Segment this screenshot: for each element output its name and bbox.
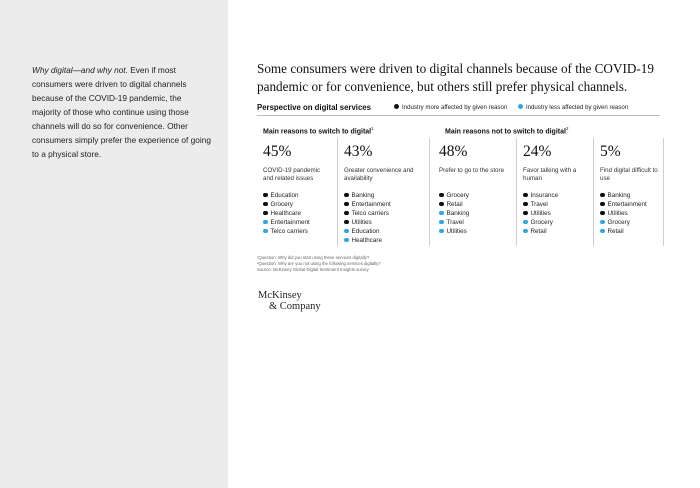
- industry-item: [344, 218, 429, 227]
- sidebar-panel: [0, 0, 228, 488]
- more-affected-dot: [600, 193, 605, 198]
- logo-line-2: & Company: [269, 301, 321, 312]
- industry-item: [263, 191, 329, 200]
- industry-item: [439, 200, 509, 209]
- reason-column: [516, 138, 593, 246]
- legend-item-less: [518, 104, 628, 111]
- reason-label: COVID-19 pandemic and related issues: [263, 167, 321, 183]
- industry-list: [263, 191, 329, 236]
- legend-dot-more: [394, 104, 399, 109]
- industry-item: [263, 227, 329, 236]
- section-title-switch-text: Main reasons to switch to digital: [263, 128, 372, 136]
- reason-label: Prefer to go to the store: [439, 167, 505, 174]
- less-affected-dot: [344, 238, 349, 243]
- industry-item: [344, 209, 429, 218]
- industry-name: Retail: [446, 201, 463, 208]
- industry-name: Grocery: [530, 219, 553, 226]
- reason-percent: 5%: [600, 143, 621, 160]
- more-affected-dot: [263, 193, 268, 198]
- industry-item: [523, 218, 593, 227]
- industry-item: [523, 191, 593, 200]
- less-affected-dot: [600, 220, 605, 225]
- industry-name: Healthcare: [351, 237, 382, 244]
- reason-percent: 24%: [523, 143, 552, 160]
- industry-name: Grocery: [270, 201, 293, 208]
- header-rule: [257, 115, 660, 116]
- industry-item: [344, 236, 429, 245]
- legend-label-less: Industry less affected by given reason: [525, 104, 629, 111]
- industry-name: Retail: [530, 228, 547, 235]
- section-title-not-switch: [445, 126, 568, 135]
- more-affected-dot: [344, 193, 349, 198]
- reason-label: Find digital difficult to use: [600, 167, 658, 183]
- more-affected-dot: [523, 202, 528, 207]
- industry-name: Banking: [607, 192, 631, 199]
- industry-item: [600, 200, 663, 209]
- reason-column: [263, 138, 329, 246]
- less-affected-dot: [523, 220, 528, 225]
- industry-item: [523, 227, 593, 236]
- industry-name: Utilities: [607, 210, 628, 217]
- industry-name: Entertainment: [351, 201, 391, 208]
- industry-name: Insurance: [530, 192, 559, 199]
- industry-item: [344, 200, 429, 209]
- footnotes: [257, 255, 381, 273]
- industry-item: [263, 209, 329, 218]
- less-affected-dot: [439, 220, 444, 225]
- section-title-not-switch-text: Main reasons not to switch to digital: [445, 128, 566, 136]
- industry-item: [344, 227, 429, 236]
- sidebar-body: Even if most consumers were driven to digital channels because of the COVID-19 pandemic, the majority of those who continue using those channels will do so for convenience. Other consumers simply prefer the experience of going to a physical store.: [32, 65, 211, 159]
- industry-name: Entertainment: [270, 219, 310, 226]
- industry-item: [344, 191, 429, 200]
- reason-label: Greater convenience and availability: [344, 167, 414, 183]
- more-affected-dot: [439, 202, 444, 207]
- industry-list: [523, 191, 593, 236]
- industry-name: Education: [270, 192, 299, 199]
- footnote-2: ²Question: Why are you not using the following services digitally?: [257, 261, 381, 266]
- industry-item: [263, 218, 329, 227]
- more-affected-dot: [600, 202, 605, 207]
- industry-name: Healthcare: [270, 210, 301, 217]
- industry-item: [600, 227, 663, 236]
- reason-percent: 43%: [344, 143, 373, 160]
- industry-name: Travel: [446, 219, 464, 226]
- industry-name: Banking: [351, 192, 375, 199]
- industry-name: Banking: [446, 210, 470, 217]
- footnote-1: ¹Question: Why did you start using these services digitally?: [257, 255, 370, 260]
- industry-item: [439, 227, 509, 236]
- more-affected-dot: [263, 211, 268, 216]
- footnote-source: Source: McKinsey Global Digital Sentiment Insights survey: [257, 267, 369, 272]
- more-affected-dot: [344, 211, 349, 216]
- legend-item-more: [394, 104, 507, 111]
- industry-name: Grocery: [607, 219, 630, 226]
- industry-name: Utilities: [530, 210, 551, 217]
- reason-percent: 45%: [263, 143, 292, 160]
- industry-name: Retail: [607, 228, 624, 235]
- industry-list: [600, 191, 663, 236]
- chart-title: Some consumers were driven to digital channels because of the COVID-19 pandemic or for convenience, but others still prefer physical channels.: [257, 61, 654, 94]
- section-note-switch: 1: [371, 126, 374, 131]
- industry-list: [439, 191, 509, 236]
- less-affected-dot: [523, 229, 528, 234]
- industry-name: Telco carriers: [351, 210, 389, 217]
- industry-name: Grocery: [446, 192, 469, 199]
- less-affected-dot: [600, 229, 605, 234]
- industry-name: Travel: [530, 201, 548, 208]
- industry-list: [344, 191, 429, 245]
- industry-item: [600, 209, 663, 218]
- industry-name: Utilities: [351, 219, 372, 226]
- less-affected-dot: [263, 229, 268, 234]
- logo-line-1: McKinsey: [258, 290, 302, 301]
- industry-item: [439, 209, 509, 218]
- legend: [394, 104, 637, 111]
- industry-item: [600, 191, 663, 200]
- section-note-not-switch: 2: [565, 126, 569, 131]
- mckinsey-logo: [258, 290, 321, 312]
- reason-column: [439, 138, 509, 246]
- industry-name: Telco carriers: [270, 228, 308, 235]
- industry-name: Entertainment: [607, 201, 647, 208]
- industry-item: [439, 191, 509, 200]
- more-affected-dot: [344, 220, 349, 225]
- less-affected-dot: [439, 229, 444, 234]
- chart-subtitle: Perspective on digital services: [257, 103, 371, 112]
- more-affected-dot: [523, 211, 528, 216]
- less-affected-dot: [439, 211, 444, 216]
- more-affected-dot: [263, 202, 268, 207]
- industry-item: [523, 209, 593, 218]
- more-affected-dot: [600, 211, 605, 216]
- industry-item: [439, 218, 509, 227]
- reason-label: Favor talking with a human: [523, 167, 577, 183]
- legend-dot-less: [518, 104, 523, 109]
- industry-item: [523, 200, 593, 209]
- sidebar-lead: Why digital—and why not.: [32, 65, 128, 75]
- industry-name: Education: [351, 228, 380, 235]
- industry-item: [600, 218, 663, 227]
- industry-item: [263, 200, 329, 209]
- section-title-switch: [263, 126, 374, 135]
- less-affected-dot: [263, 220, 268, 225]
- less-affected-dot: [344, 229, 349, 234]
- reason-column: [593, 138, 664, 246]
- sidebar-text: [32, 63, 212, 161]
- more-affected-dot: [344, 202, 349, 207]
- more-affected-dot: [439, 193, 444, 198]
- more-affected-dot: [523, 193, 528, 198]
- reason-percent: 48%: [439, 143, 468, 160]
- industry-name: Utilities: [446, 228, 467, 235]
- legend-label-more: Industry more affected by given reason: [402, 104, 508, 111]
- reason-column: [337, 138, 430, 246]
